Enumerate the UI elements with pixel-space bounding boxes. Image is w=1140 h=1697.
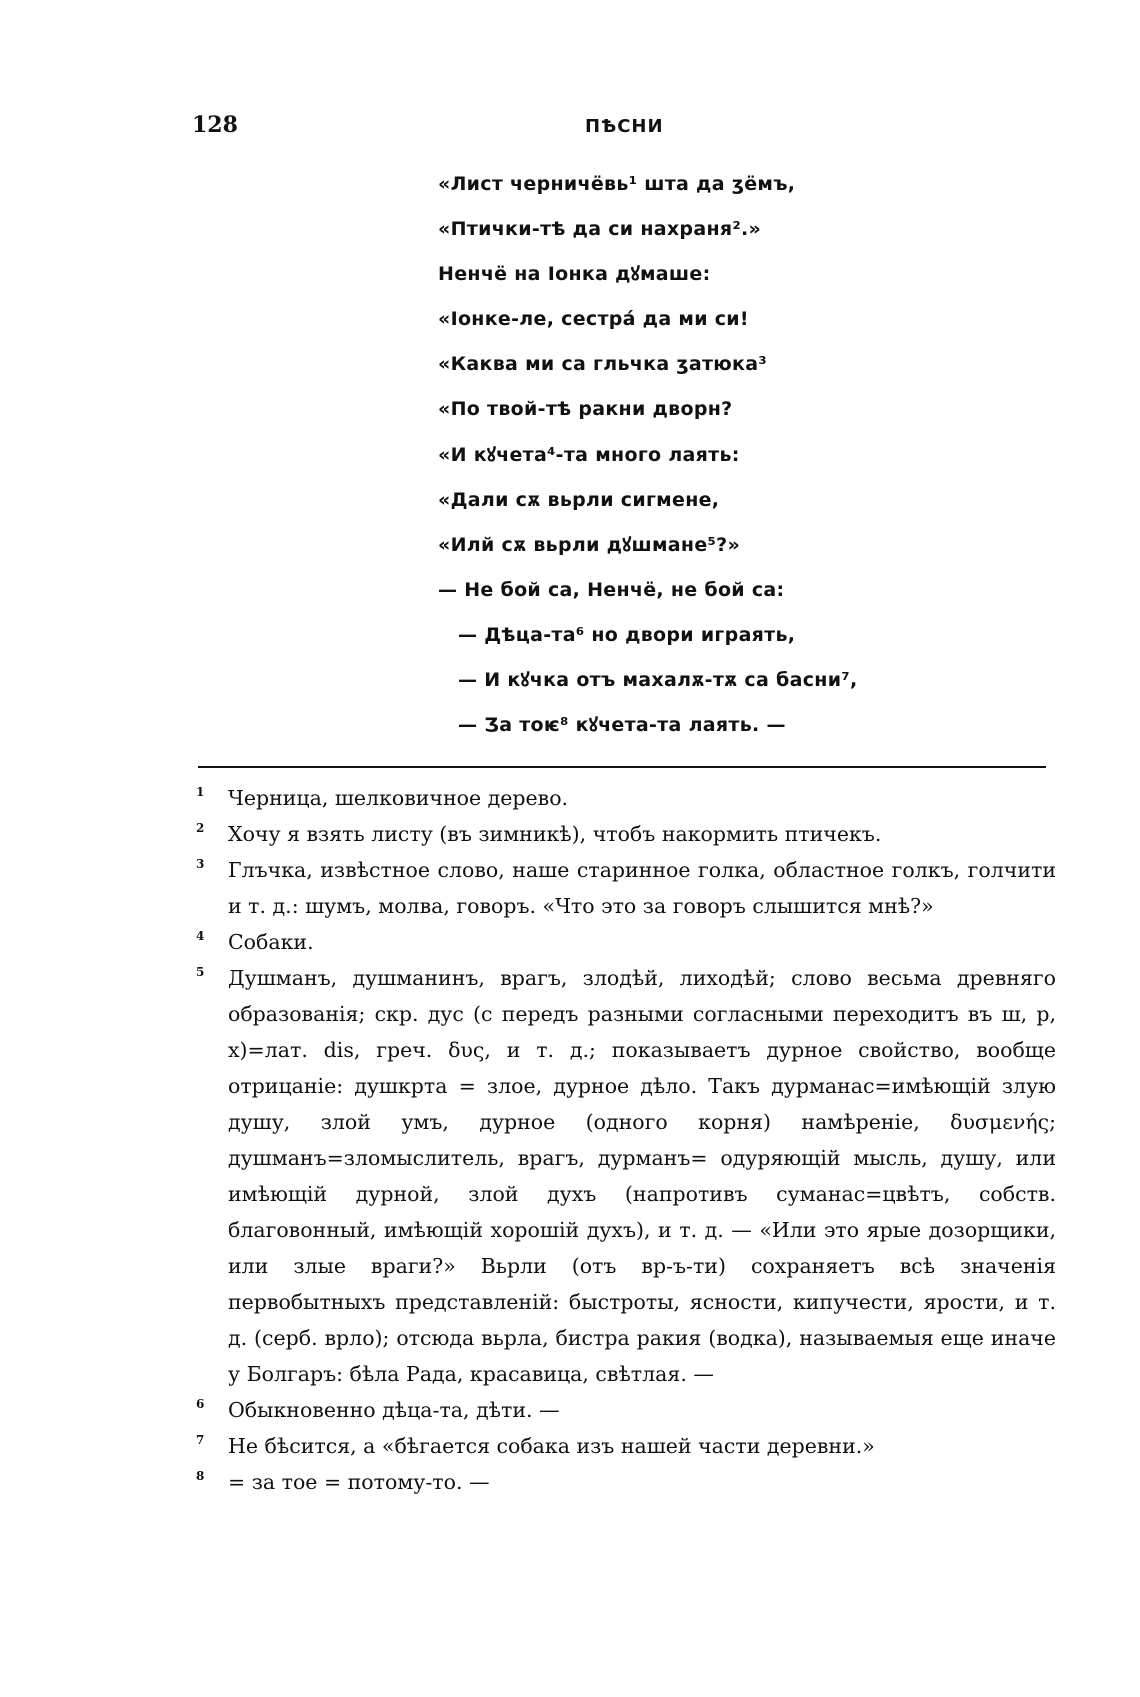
- footnote: [196, 1464, 1056, 1500]
- verse-line: «И кꙋчета⁴-та много лаять:: [438, 443, 740, 466]
- verse-line: — И кꙋчка отъ махалѫ-тѫ са басни⁷,: [458, 669, 858, 692]
- footnote-divider: [198, 766, 1046, 768]
- verse-line: Ненчё на Іонка дꙋмаше:: [438, 263, 711, 286]
- verse-line: — Ӡа тоѥ⁸ кꙋчета-та лаять. —: [458, 714, 786, 737]
- footnote-text: Хочу я взять листу (въ зимникѣ), чтобъ накормить птичекъ.: [228, 822, 882, 846]
- footnote: [196, 1392, 1056, 1428]
- footnote: [196, 1428, 1056, 1464]
- running-head: ПѢСНИ: [585, 116, 664, 137]
- footnote-mark: 2: [196, 821, 205, 835]
- footnote: [196, 960, 1056, 1392]
- footnote-mark: 5: [196, 965, 205, 979]
- verse-line: «Іонке-ле, сестрá да ми си!: [438, 308, 749, 331]
- verse-line: «Дали сѫ вьрли сигмене,: [438, 488, 720, 511]
- footnote-mark: 8: [196, 1469, 205, 1483]
- footnote-text: Обыкновенно дѣца-та, дѣти. —: [228, 1398, 560, 1422]
- footnote-text: = за тое = потому-то. —: [228, 1470, 490, 1494]
- verse-line: «Каква ми са гльчка ӡатюка³: [438, 353, 767, 376]
- verse-line: «Лист черничёвь¹ шта да ӡёмъ,: [438, 173, 796, 195]
- verse-block: [438, 170, 998, 756]
- footnote: [196, 924, 1056, 960]
- footnote-text: Глъчка, извѣстное слово, наше старинное голка, областное голкъ, голчити и т. д.: шумъ, молва, говоръ. «Что это за говоръ слышится мнѣ?»: [228, 858, 1056, 918]
- verse-line: «Илй сѫ вьрли дꙋшмане⁵?»: [438, 533, 741, 556]
- footnote: [196, 852, 1056, 924]
- footnote-text: Черница, шелковичное дерево.: [228, 786, 569, 810]
- footnote-mark: 3: [196, 857, 205, 871]
- footnote-text: Не бѣсится, а «бѣгается собака изъ нашей части деревни.»: [228, 1434, 875, 1458]
- footnote-mark: 7: [196, 1433, 205, 1447]
- verse-line: — Не бой са, Ненчё, не бой са:: [438, 578, 785, 601]
- footnote: [196, 816, 1056, 852]
- page-number: 128: [192, 112, 238, 138]
- footnote-mark: 6: [196, 1397, 205, 1411]
- verse-line: «По твой-тѣ ракни дворн?: [438, 398, 733, 421]
- footnote-text: Душманъ, душманинъ, врагъ, злодѣй, лиходѣй; слово весьма древняго образованія; скр. дус (с передъ разными согласными переходитъ въ ш, р, х)=лат. dis, греч. δυς, и т. д.; показываетъ дурное свойство, вообще отрицаніе: душкрта = злое, дурное дѣло. Такъ дурманас=имѣющій злую душу, злой умъ, дурное (одного корня) намѣреніе, δυσμενής; душманъ=зломыслитель, врагъ, дурманъ= одуряющій мысль, душу, или имѣющій дурной, злой духъ (напротивъ суманас=цвѣтъ, собств. благовонный, имѣющій хорошій духъ), и т. д. — «Или это ярые дозорщики, или злые враги?» Вьрли (отъ вр-ъ-ти) сохраняетъ всѣ значенія первобытныхъ представленій: быстроты, ясности, кипучести, ярости, и т. д. (серб. врло); отсюда вьрла, бистра ракия (водка), называемыя еще иначе у Болгаръ: бѣла Рада, красавица, свѣтлая. —: [228, 966, 1056, 1386]
- footnote: [196, 780, 1056, 816]
- footnote-mark: 1: [196, 785, 205, 799]
- verse-line: «Птички-тѣ да си нахраня².»: [438, 218, 762, 241]
- footnote-text: Собаки.: [228, 930, 314, 954]
- footnotes: [196, 780, 1056, 1500]
- footnote-mark: 4: [196, 929, 205, 943]
- verse-line: — Дѣца-та⁶ но двори играять,: [458, 623, 796, 646]
